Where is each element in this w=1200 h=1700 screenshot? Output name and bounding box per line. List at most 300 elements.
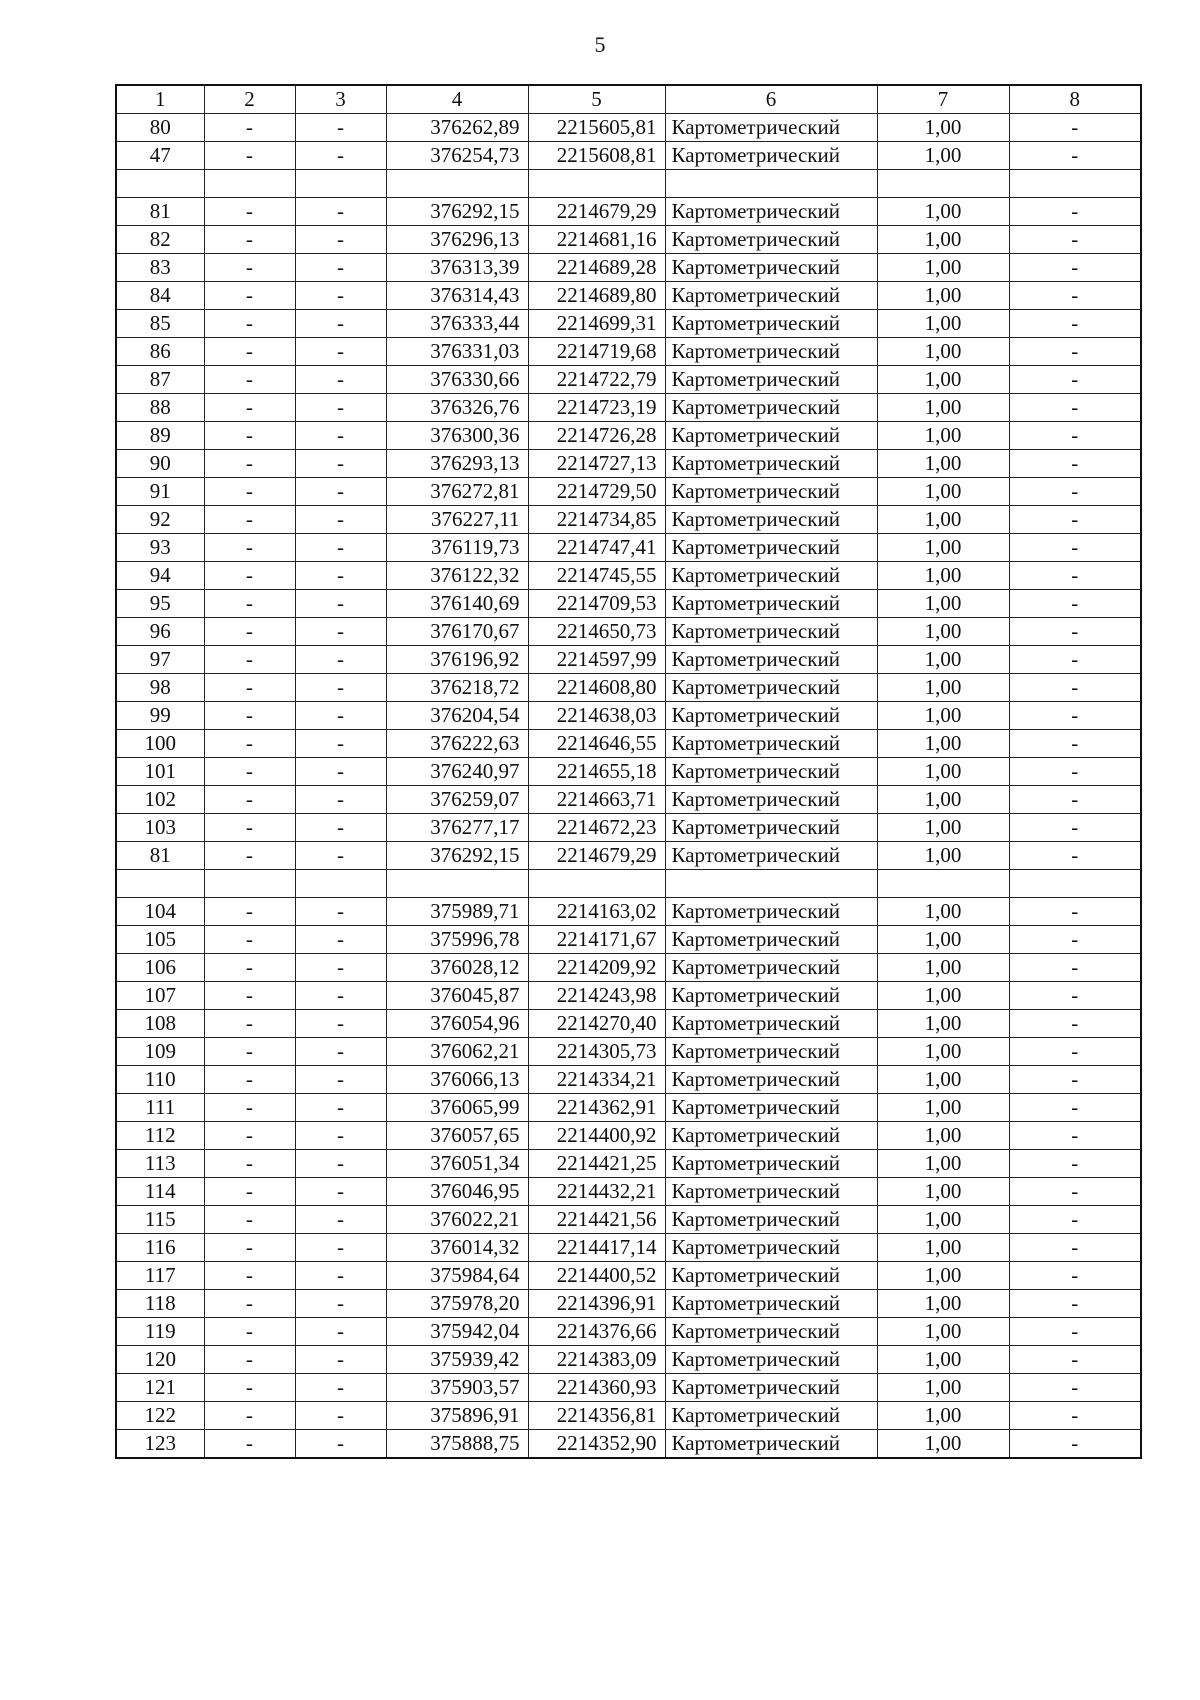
col-2-cell: - (204, 1374, 295, 1402)
method-cell: Картометрический (665, 842, 877, 870)
coord-x-cell: 376296,13 (386, 226, 528, 254)
method-cell: Картометрический (665, 534, 877, 562)
table-row (116, 114, 1141, 142)
col-3-cell: - (295, 562, 386, 590)
coord-x-cell (386, 170, 528, 198)
table-row (116, 1010, 1141, 1038)
col-2-cell: - (204, 702, 295, 730)
point-number-cell: 94 (116, 562, 204, 590)
method-cell: Картометрический (665, 1318, 877, 1346)
table-row (116, 1150, 1141, 1178)
column-header: 8 (1009, 85, 1141, 114)
col-8-cell: - (1009, 310, 1141, 338)
col-3-cell: - (295, 114, 386, 142)
coord-y-cell: 2214383,09 (528, 1346, 665, 1374)
point-number-cell: 119 (116, 1318, 204, 1346)
col-3-cell: - (295, 926, 386, 954)
point-number-cell: 101 (116, 758, 204, 786)
col-3-cell: - (295, 1234, 386, 1262)
col-8-cell: - (1009, 590, 1141, 618)
accuracy-cell: 1,00 (877, 898, 1009, 926)
accuracy-cell: 1,00 (877, 786, 1009, 814)
col-8-cell: - (1009, 450, 1141, 478)
coord-y-cell: 2215608,81 (528, 142, 665, 170)
table-row (116, 310, 1141, 338)
col-3-cell: - (295, 422, 386, 450)
col-2-cell: - (204, 1234, 295, 1262)
accuracy-cell: 1,00 (877, 758, 1009, 786)
coord-x-cell: 376222,63 (386, 730, 528, 758)
col-2-cell: - (204, 310, 295, 338)
point-number-cell: 117 (116, 1262, 204, 1290)
col-2-cell: - (204, 1290, 295, 1318)
col-3-cell (295, 170, 386, 198)
point-number-cell: 106 (116, 954, 204, 982)
method-cell: Картометрический (665, 422, 877, 450)
coord-x-cell: 376272,81 (386, 478, 528, 506)
col-3-cell: - (295, 310, 386, 338)
coord-y-cell: 2214723,19 (528, 394, 665, 422)
coord-x-cell: 376057,65 (386, 1122, 528, 1150)
table-row (116, 954, 1141, 982)
method-cell: Картометрический (665, 478, 877, 506)
coord-y-cell: 2214747,41 (528, 534, 665, 562)
coord-y-cell: 2214646,55 (528, 730, 665, 758)
method-cell: Картометрический (665, 142, 877, 170)
point-number-cell: 91 (116, 478, 204, 506)
method-cell: Картометрический (665, 814, 877, 842)
table-row (116, 1234, 1141, 1262)
col-8-cell: - (1009, 534, 1141, 562)
table-row (116, 1178, 1141, 1206)
method-cell: Картометрический (665, 1402, 877, 1430)
accuracy-cell: 1,00 (877, 1234, 1009, 1262)
table-row (116, 1206, 1141, 1234)
col-2-cell: - (204, 142, 295, 170)
col-3-cell: - (295, 226, 386, 254)
coord-y-cell: 2214699,31 (528, 310, 665, 338)
coord-x-cell: 376140,69 (386, 590, 528, 618)
coord-x-cell: 375903,57 (386, 1374, 528, 1402)
point-number-cell: 84 (116, 282, 204, 310)
col-8-cell: - (1009, 506, 1141, 534)
col-2-cell: - (204, 1010, 295, 1038)
accuracy-cell: 1,00 (877, 1346, 1009, 1374)
col-2-cell: - (204, 954, 295, 982)
coord-x-cell: 376254,73 (386, 142, 528, 170)
col-2-cell: - (204, 898, 295, 926)
coord-y-cell: 2214362,91 (528, 1094, 665, 1122)
method-cell: Картометрический (665, 1234, 877, 1262)
coord-y-cell: 2214432,21 (528, 1178, 665, 1206)
col-2-cell: - (204, 478, 295, 506)
col-2-cell: - (204, 982, 295, 1010)
method-cell (665, 170, 877, 198)
table-row (116, 674, 1141, 702)
col-3-cell: - (295, 1150, 386, 1178)
point-number-cell: 112 (116, 1122, 204, 1150)
method-cell: Картометрический (665, 926, 877, 954)
column-header: 2 (204, 85, 295, 114)
col-8-cell: - (1009, 786, 1141, 814)
col-8-cell: - (1009, 1178, 1141, 1206)
method-cell: Картометрический (665, 1206, 877, 1234)
col-3-cell: - (295, 142, 386, 170)
col-3-cell (295, 870, 386, 898)
accuracy-cell: 1,00 (877, 1038, 1009, 1066)
accuracy-cell: 1,00 (877, 506, 1009, 534)
accuracy-cell: 1,00 (877, 338, 1009, 366)
table-row (116, 1318, 1141, 1346)
coord-x-cell: 375984,64 (386, 1262, 528, 1290)
method-cell: Картометрический (665, 338, 877, 366)
accuracy-cell: 1,00 (877, 562, 1009, 590)
coord-y-cell: 2214608,80 (528, 674, 665, 702)
accuracy-cell: 1,00 (877, 254, 1009, 282)
col-8-cell: - (1009, 1430, 1141, 1459)
coord-y-cell: 2214171,67 (528, 926, 665, 954)
col-2-cell: - (204, 254, 295, 282)
coord-x-cell: 376045,87 (386, 982, 528, 1010)
col-3-cell: - (295, 954, 386, 982)
accuracy-cell: 1,00 (877, 282, 1009, 310)
table-separator-row (116, 170, 1141, 198)
col-2-cell: - (204, 422, 295, 450)
col-2-cell: - (204, 506, 295, 534)
coord-y-cell: 2214376,66 (528, 1318, 665, 1346)
coord-x-cell: 376333,44 (386, 310, 528, 338)
accuracy-cell: 1,00 (877, 1178, 1009, 1206)
col-8-cell: - (1009, 1374, 1141, 1402)
col-3-cell: - (295, 842, 386, 870)
coord-y-cell: 2214689,28 (528, 254, 665, 282)
col-3-cell: - (295, 1318, 386, 1346)
coord-x-cell: 376028,12 (386, 954, 528, 982)
accuracy-cell: 1,00 (877, 478, 1009, 506)
column-header: 3 (295, 85, 386, 114)
col-2-cell: - (204, 1038, 295, 1066)
table-row (116, 1122, 1141, 1150)
col-8-cell: - (1009, 338, 1141, 366)
col-2-cell: - (204, 1430, 295, 1459)
point-number-cell: 88 (116, 394, 204, 422)
point-number-cell: 114 (116, 1178, 204, 1206)
point-number-cell: 110 (116, 1066, 204, 1094)
col-8-cell: - (1009, 898, 1141, 926)
method-cell: Картометрический (665, 618, 877, 646)
method-cell: Картометрический (665, 954, 877, 982)
method-cell: Картометрический (665, 1346, 877, 1374)
col-3-cell: - (295, 702, 386, 730)
col-3-cell: - (295, 730, 386, 758)
column-header: 6 (665, 85, 877, 114)
col-3-cell: - (295, 618, 386, 646)
accuracy-cell: 1,00 (877, 1122, 1009, 1150)
point-number-cell: 113 (116, 1150, 204, 1178)
col-3-cell: - (295, 1206, 386, 1234)
accuracy-cell: 1,00 (877, 310, 1009, 338)
col-3-cell: - (295, 1066, 386, 1094)
coord-x-cell: 376065,99 (386, 1094, 528, 1122)
coord-x-cell: 376227,11 (386, 506, 528, 534)
method-cell: Картометрический (665, 282, 877, 310)
coord-y-cell: 2214396,91 (528, 1290, 665, 1318)
point-number-cell: 83 (116, 254, 204, 282)
col-3-cell: - (295, 1010, 386, 1038)
coord-y-cell: 2214305,73 (528, 1038, 665, 1066)
accuracy-cell: 1,00 (877, 674, 1009, 702)
method-cell: Картометрический (665, 898, 877, 926)
coord-y-cell: 2214270,40 (528, 1010, 665, 1038)
col-3-cell: - (295, 758, 386, 786)
coord-x-cell: 376054,96 (386, 1010, 528, 1038)
col-8-cell: - (1009, 478, 1141, 506)
column-header: 4 (386, 85, 528, 114)
col-3-cell: - (295, 254, 386, 282)
col-8-cell: - (1009, 646, 1141, 674)
col-3-cell: - (295, 450, 386, 478)
accuracy-cell: 1,00 (877, 114, 1009, 142)
point-number-cell: 92 (116, 506, 204, 534)
method-cell: Картометрический (665, 646, 877, 674)
col-8-cell: - (1009, 1234, 1141, 1262)
col-8-cell: - (1009, 422, 1141, 450)
point-number-cell: 87 (116, 366, 204, 394)
coord-y-cell: 2214719,68 (528, 338, 665, 366)
coord-x-cell: 376331,03 (386, 338, 528, 366)
coord-x-cell: 376326,76 (386, 394, 528, 422)
table-row (116, 702, 1141, 730)
point-number-cell: 115 (116, 1206, 204, 1234)
point-number-cell: 95 (116, 590, 204, 618)
col-8-cell: - (1009, 618, 1141, 646)
col-2-cell: - (204, 394, 295, 422)
table-row (116, 226, 1141, 254)
col-3-cell: - (295, 786, 386, 814)
col-3-cell: - (295, 590, 386, 618)
coord-y-cell: 2214734,85 (528, 506, 665, 534)
coord-y-cell: 2214400,52 (528, 1262, 665, 1290)
table-row (116, 618, 1141, 646)
coord-y-cell: 2214729,50 (528, 478, 665, 506)
table-body (116, 114, 1141, 1459)
coord-x-cell: 376122,32 (386, 562, 528, 590)
coord-y-cell: 2214638,03 (528, 702, 665, 730)
col-8-cell: - (1009, 282, 1141, 310)
point-number-cell: 116 (116, 1234, 204, 1262)
table-row (116, 1430, 1141, 1459)
col-3-cell: - (295, 1122, 386, 1150)
point-number-cell: 47 (116, 142, 204, 170)
method-cell: Картометрический (665, 562, 877, 590)
method-cell: Картометрический (665, 1010, 877, 1038)
accuracy-cell: 1,00 (877, 450, 1009, 478)
coord-x-cell: 375939,42 (386, 1346, 528, 1374)
point-number-cell: 93 (116, 534, 204, 562)
point-number-cell: 118 (116, 1290, 204, 1318)
col-2-cell: - (204, 1066, 295, 1094)
coord-x-cell: 376293,13 (386, 450, 528, 478)
table-row (116, 142, 1141, 170)
table-row (116, 1374, 1141, 1402)
coord-x-cell: 375896,91 (386, 1402, 528, 1430)
table-row (116, 506, 1141, 534)
col-8-cell: - (1009, 954, 1141, 982)
method-cell (665, 870, 877, 898)
accuracy-cell: 1,00 (877, 982, 1009, 1010)
col-2-cell: - (204, 534, 295, 562)
col-2-cell: - (204, 842, 295, 870)
col-3-cell: - (295, 898, 386, 926)
col-3-cell: - (295, 338, 386, 366)
coord-y-cell: 2214421,56 (528, 1206, 665, 1234)
accuracy-cell: 1,00 (877, 590, 1009, 618)
accuracy-cell: 1,00 (877, 1374, 1009, 1402)
coord-x-cell: 376292,15 (386, 842, 528, 870)
method-cell: Картометрический (665, 198, 877, 226)
coord-y-cell: 2214727,13 (528, 450, 665, 478)
col-2-cell: - (204, 1178, 295, 1206)
method-cell: Картометрический (665, 758, 877, 786)
col-2-cell: - (204, 226, 295, 254)
table-row (116, 450, 1141, 478)
coord-x-cell: 376313,39 (386, 254, 528, 282)
col-8-cell: - (1009, 1206, 1141, 1234)
col-2-cell: - (204, 282, 295, 310)
page-number: 5 (594, 32, 606, 57)
coord-y-cell: 2214745,55 (528, 562, 665, 590)
col-2-cell: - (204, 198, 295, 226)
col-2-cell: - (204, 646, 295, 674)
coord-y-cell (528, 170, 665, 198)
col-8-cell: - (1009, 926, 1141, 954)
coord-y-cell: 2214417,14 (528, 1234, 665, 1262)
coord-y-cell: 2214356,81 (528, 1402, 665, 1430)
table-row (116, 814, 1141, 842)
coord-y-cell: 2214400,92 (528, 1122, 665, 1150)
method-cell: Картометрический (665, 310, 877, 338)
accuracy-cell: 1,00 (877, 702, 1009, 730)
col-3-cell: - (295, 198, 386, 226)
col-2-cell (204, 870, 295, 898)
method-cell: Картометрический (665, 982, 877, 1010)
col-2-cell: - (204, 590, 295, 618)
point-number-cell: 89 (116, 422, 204, 450)
col-8-cell: - (1009, 702, 1141, 730)
method-cell: Картометрический (665, 450, 877, 478)
table-row (116, 842, 1141, 870)
coord-x-cell: 376204,54 (386, 702, 528, 730)
point-number-cell: 102 (116, 786, 204, 814)
coord-y-cell: 2214597,99 (528, 646, 665, 674)
coord-x-cell: 376066,13 (386, 1066, 528, 1094)
coord-x-cell: 375989,71 (386, 898, 528, 926)
method-cell: Картометрический (665, 114, 877, 142)
method-cell: Картометрический (665, 1038, 877, 1066)
coord-x-cell: 376259,07 (386, 786, 528, 814)
point-number-cell (116, 170, 204, 198)
coord-y-cell: 2214650,73 (528, 618, 665, 646)
col-3-cell: - (295, 1374, 386, 1402)
coord-y-cell: 2214209,92 (528, 954, 665, 982)
coord-y-cell: 2214672,23 (528, 814, 665, 842)
column-header: 7 (877, 85, 1009, 114)
accuracy-cell: 1,00 (877, 422, 1009, 450)
col-8-cell: - (1009, 1094, 1141, 1122)
col-2-cell: - (204, 1206, 295, 1234)
coord-y-cell: 2214352,90 (528, 1430, 665, 1459)
coord-y-cell: 2214689,80 (528, 282, 665, 310)
col-3-cell: - (295, 534, 386, 562)
method-cell: Картометрический (665, 786, 877, 814)
coord-y-cell: 2214243,98 (528, 982, 665, 1010)
coord-x-cell: 376014,32 (386, 1234, 528, 1262)
col-8-cell: - (1009, 394, 1141, 422)
accuracy-cell: 1,00 (877, 226, 1009, 254)
col-8-cell: - (1009, 1066, 1141, 1094)
table-row (116, 394, 1141, 422)
point-number-cell: 99 (116, 702, 204, 730)
point-number-cell: 98 (116, 674, 204, 702)
accuracy-cell: 1,00 (877, 1094, 1009, 1122)
col-2-cell: - (204, 1262, 295, 1290)
col-3-cell: - (295, 814, 386, 842)
coord-y-cell: 2214722,79 (528, 366, 665, 394)
coord-y-cell: 2214681,16 (528, 226, 665, 254)
table-row (116, 1346, 1141, 1374)
col-2-cell: - (204, 618, 295, 646)
point-number-cell: 97 (116, 646, 204, 674)
col-8-cell: - (1009, 142, 1141, 170)
accuracy-cell: 1,00 (877, 394, 1009, 422)
col-3-cell: - (295, 1402, 386, 1430)
col-8-cell (1009, 870, 1141, 898)
coord-x-cell: 376300,36 (386, 422, 528, 450)
col-2-cell: - (204, 1094, 295, 1122)
coord-x-cell: 376277,17 (386, 814, 528, 842)
accuracy-cell: 1,00 (877, 1066, 1009, 1094)
coord-x-cell: 376218,72 (386, 674, 528, 702)
coord-x-cell: 376240,97 (386, 758, 528, 786)
method-cell: Картометрический (665, 394, 877, 422)
point-number-cell: 103 (116, 814, 204, 842)
coord-x-cell: 375888,75 (386, 1430, 528, 1459)
accuracy-cell: 1,00 (877, 1010, 1009, 1038)
point-number-cell (116, 870, 204, 898)
table-header-row (116, 85, 1141, 114)
col-3-cell: - (295, 982, 386, 1010)
table-row (116, 338, 1141, 366)
col-3-cell: - (295, 1430, 386, 1459)
col-3-cell: - (295, 1346, 386, 1374)
point-number-cell: 81 (116, 842, 204, 870)
coord-y-cell: 2214360,93 (528, 1374, 665, 1402)
coord-x-cell: 375942,04 (386, 1318, 528, 1346)
accuracy-cell: 1,00 (877, 534, 1009, 562)
point-number-cell: 90 (116, 450, 204, 478)
point-number-cell: 111 (116, 1094, 204, 1122)
accuracy-cell: 1,00 (877, 842, 1009, 870)
accuracy-cell: 1,00 (877, 1402, 1009, 1430)
coord-y-cell: 2214679,29 (528, 842, 665, 870)
accuracy-cell: 1,00 (877, 1430, 1009, 1459)
method-cell: Картометрический (665, 730, 877, 758)
coord-x-cell: 376330,66 (386, 366, 528, 394)
table-row (116, 254, 1141, 282)
accuracy-cell: 1,00 (877, 730, 1009, 758)
method-cell: Картометрический (665, 1374, 877, 1402)
coord-y-cell: 2214421,25 (528, 1150, 665, 1178)
